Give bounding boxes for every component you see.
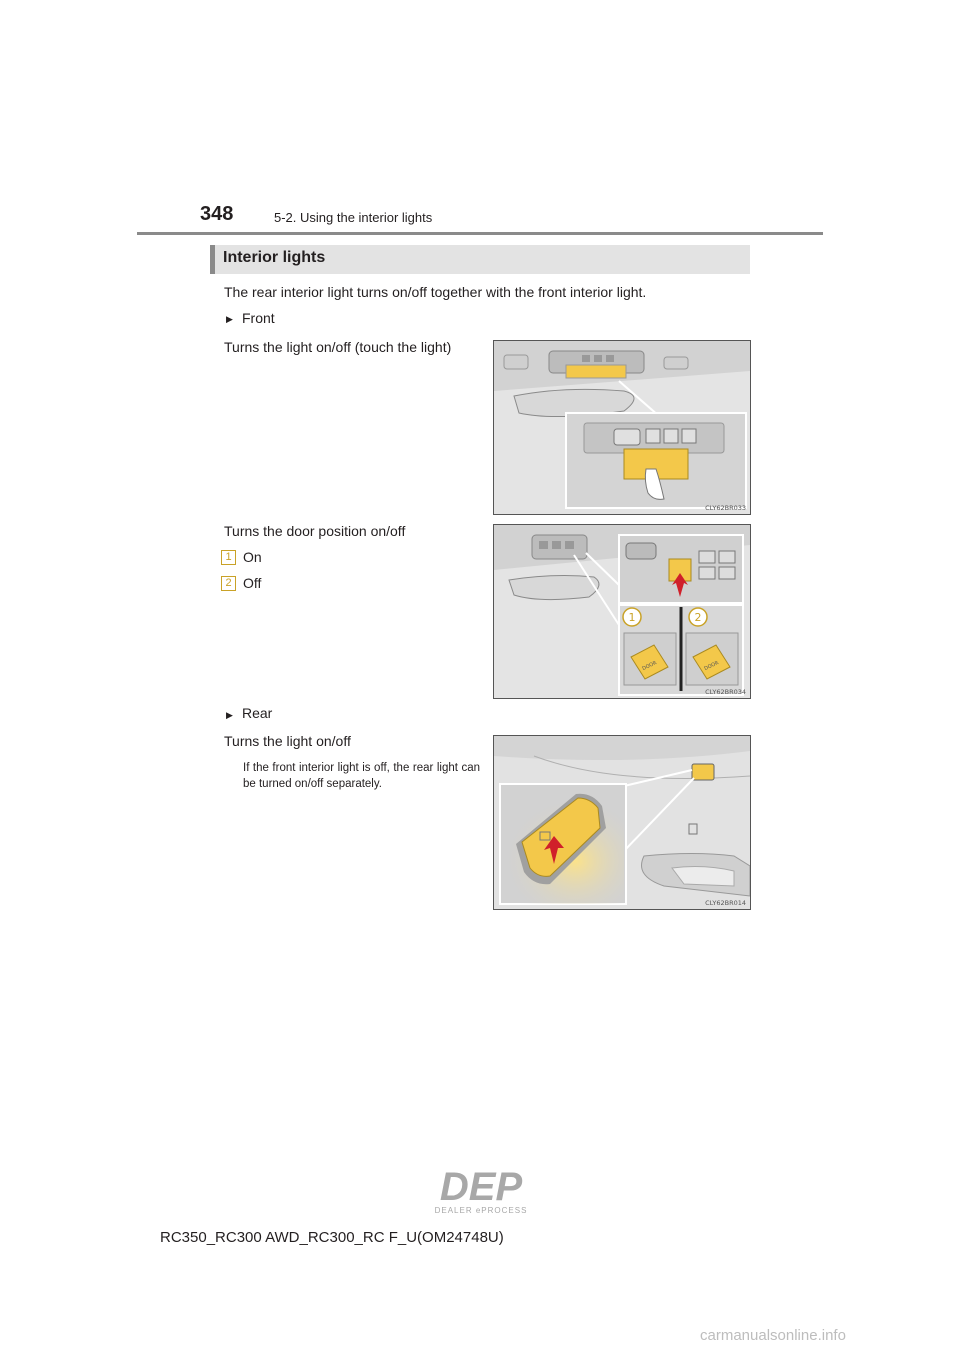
intro-text: The rear interior light turns on/off together with the front interior light. [224,284,647,300]
front-heading: Front [242,310,275,326]
section-title: 5-2. Using the interior lights [274,210,433,225]
watermark: carmanualsonline.info [700,1327,846,1344]
item-on-label: On [243,549,262,565]
rear-note: If the front interior light is off, the rear light can be turned on/off separately. [243,762,480,790]
door-label-1: DOOR [641,660,658,673]
figure-rear-light [493,735,751,910]
figure2-callout-2: 2 [694,611,702,624]
figure-code: CLY62BR014 [705,899,746,907]
callout-number-2: 2 [221,576,236,591]
dep-logo [416,1166,546,1221]
front-door-text: Turns the door position on/off [224,523,406,539]
rear-light-illustration [494,736,750,909]
page-number: 348 [200,203,234,225]
rear-heading: Rear [242,705,273,721]
logo-main-text: DEP [439,1166,523,1209]
dep-logo-icon [416,1166,546,1216]
door-label-2: DOOR [703,660,720,673]
header-rule [137,232,823,235]
overhead-console-illustration [494,341,750,514]
figure-door-switch [493,524,751,699]
door-switch-illustration [494,525,750,698]
section-bar-accent [210,245,215,274]
bullet-triangle-icon: ▶ [226,710,233,720]
figure-front-light [493,340,751,515]
rear-text: Turns the light on/off [224,733,351,749]
bullet-triangle-icon: ▶ [226,314,233,324]
figure2-callout-1: 1 [628,611,636,624]
front-touch-text: Turns the light on/off (touch the light) [224,339,452,355]
callout-number-1: 1 [221,550,236,565]
item-off-label: Off [243,575,262,591]
logo-sub-text: DEALER ePROCESS [434,1206,528,1215]
figure-code: CLY62BR034 [705,688,746,696]
model-code: RC350_RC300 AWD_RC300_RC F_U(OM24748U) [160,1229,504,1246]
section-bar-title: Interior lights [223,249,326,266]
figure-code: CLY62BR033 [705,504,746,512]
